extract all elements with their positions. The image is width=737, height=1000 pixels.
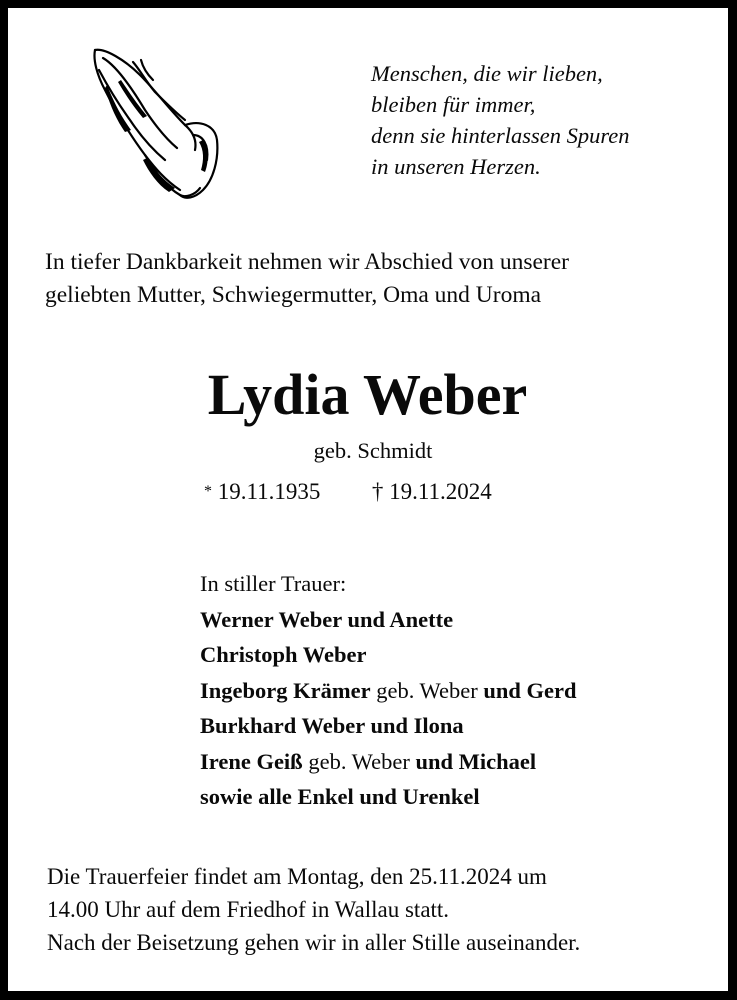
service-line: Nach der Beisetzung gehen wir in aller Stille auseinander. [47,930,581,955]
intro-line: In tiefer Dankbarkeit nehmen wir Abschied von unserer [45,249,569,275]
deceased-name: Lydia Weber [207,362,528,427]
intro-text [45,246,569,312]
mourner-row [200,779,576,815]
mourner-row [200,637,576,673]
memorial-verse [371,58,630,182]
mourner-partner: und Gerd [483,677,577,703]
mourner-maiden-name: geb. Weber [302,748,416,774]
birth-symbol: * [204,483,212,500]
verse-line: Menschen, die wir lieben, [371,61,603,86]
mourner-name: Irene Geiß [200,748,303,774]
mourner-name: sowie alle Enkel und Urenkel [200,784,480,809]
birth-date: 19.11.1935 [217,479,321,504]
mourners-label: In stiller Trauer: [200,571,347,596]
mourner-name: Werner Weber und Anette [200,606,454,632]
mourners-list [200,566,576,815]
obituary-notice [8,8,728,991]
mourner-row [200,708,576,744]
service-line: Die Trauerfeier findet am Montag, den 25.11.2024 um [47,864,547,889]
death-cross-icon: † [371,479,384,504]
verse-line: denn sie hinterlassen Spuren [371,123,630,148]
verse-line: in unseren Herzen. [371,154,541,179]
mourner-name: Ingeborg Krämer [200,677,371,703]
praying-hands-icon [85,40,225,205]
death-date: 19.11.2024 [389,479,492,504]
intro-line: geliebten Mutter, Schwiegermutter, Oma und Uroma [45,282,542,308]
mourner-row [200,744,576,780]
verse-line: bleiben für immer, [371,92,536,117]
maiden-name: geb. Schmidt [313,438,433,463]
mourner-name: Burkhard Weber und Ilona [200,713,464,738]
service-line: 14.00 Uhr auf dem Friedhof in Wallau statt. [47,897,450,922]
funeral-service-info [47,860,580,959]
life-dates [204,476,492,508]
mourner-partner: und Michael [415,748,537,774]
mourner-row [200,673,576,709]
mourner-maiden-name: geb. Weber [370,677,484,703]
mourner-row [200,602,576,638]
mourner-name: Christoph Weber [200,642,367,667]
